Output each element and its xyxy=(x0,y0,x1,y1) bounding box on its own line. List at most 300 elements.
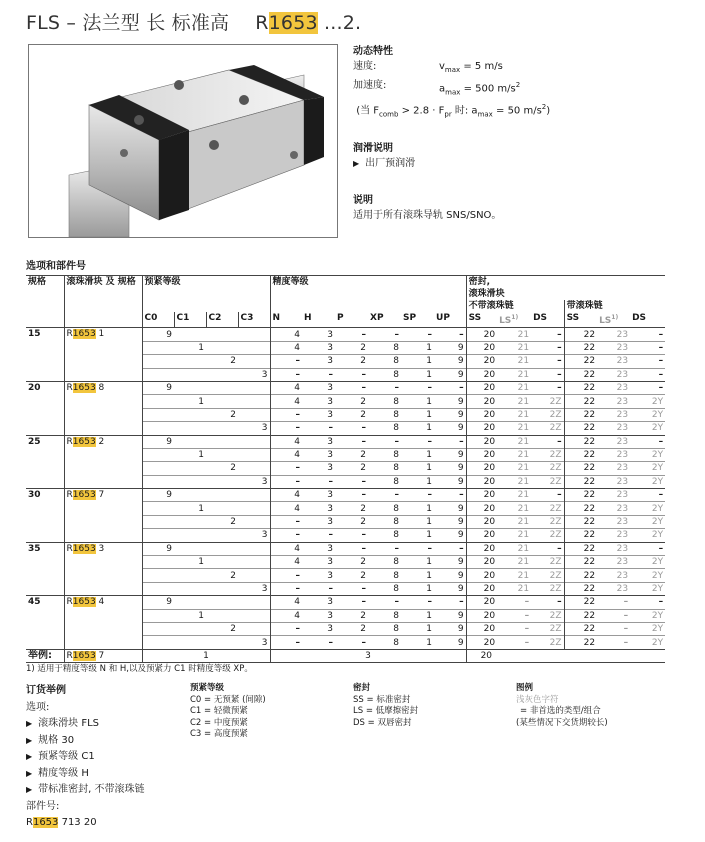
value-cell: 23 xyxy=(597,462,630,475)
value-cell: 22 xyxy=(564,515,597,528)
value-cell xyxy=(238,502,270,515)
value-cell: – xyxy=(302,422,335,435)
col-header: C0 xyxy=(142,312,174,328)
col-header: LS$^{1)}$ xyxy=(499,314,519,327)
value-cell: 2Y xyxy=(630,448,665,461)
options-table xyxy=(26,275,665,663)
value-cell: – xyxy=(335,489,368,502)
value-cell: 9 xyxy=(434,422,466,435)
value-cell xyxy=(174,569,206,582)
example-accuracy: 3 xyxy=(270,649,466,662)
example-label: 举例: xyxy=(26,649,64,662)
value-cell: – xyxy=(270,582,302,595)
value-cell: 2 xyxy=(206,515,238,528)
value-cell: 23 xyxy=(597,328,630,341)
value-cell: 22 xyxy=(564,355,597,368)
col-seal-header xyxy=(466,276,665,301)
col-preload-header: 预紧等级 xyxy=(142,276,270,301)
value-cell xyxy=(238,556,270,569)
code-suffix: 7 xyxy=(95,490,105,501)
value-cell: 3 xyxy=(302,355,335,368)
value-cell: – xyxy=(335,368,368,381)
list-item-label: 规格 30 xyxy=(38,734,75,746)
value-cell xyxy=(238,341,270,354)
code-suffix: 2 xyxy=(95,436,105,447)
value-cell: 2 xyxy=(206,569,238,582)
value-cell: 3 xyxy=(302,515,335,528)
value-cell: 9 xyxy=(434,408,466,421)
value-cell: 21 xyxy=(497,582,531,595)
value-cell: 2Y xyxy=(630,556,665,569)
value-cell: 3 xyxy=(238,636,270,649)
value-cell: 4 xyxy=(270,381,302,394)
value-cell: – xyxy=(497,636,531,649)
value-cell: – xyxy=(335,542,368,555)
value-cell: 23 xyxy=(597,502,630,515)
value-cell: 1 xyxy=(174,556,206,569)
value-cell: 2Y xyxy=(630,395,665,408)
col-size-header: 规格 xyxy=(26,276,64,301)
value-cell: – xyxy=(270,515,302,528)
value-cell: – xyxy=(434,489,466,502)
value-cell: 8 xyxy=(368,422,401,435)
speed-row: 速度: $v_{max} = 5$ m/s xyxy=(353,61,503,74)
value-cell: – xyxy=(368,596,401,609)
value-cell: 2Y xyxy=(630,475,665,488)
value-cell: 20 xyxy=(466,622,497,635)
value-cell xyxy=(238,489,270,502)
legend-line: C2 = 中度预紧 xyxy=(190,717,248,728)
value-cell: 1 xyxy=(401,475,434,488)
value-cell: – xyxy=(335,529,368,542)
table-row xyxy=(26,489,665,502)
col-header: SS xyxy=(564,312,597,328)
value-cell: 22 xyxy=(564,636,597,649)
value-cell: 9 xyxy=(434,341,466,354)
value-cell: – xyxy=(630,381,665,394)
value-cell: – xyxy=(302,636,335,649)
example-seal: 20 xyxy=(466,649,665,662)
value-cell: 2Z xyxy=(531,622,564,635)
value-cell xyxy=(142,395,174,408)
legend-seal: 密封 SS = 标准密封 LS = 低摩擦密封 DS = 双唇密封 xyxy=(353,683,419,728)
value-cell: – xyxy=(401,542,434,555)
value-cell: – xyxy=(335,582,368,595)
value-cell: 2 xyxy=(335,395,368,408)
value-cell: – xyxy=(497,609,531,622)
value-cell: 23 xyxy=(597,448,630,461)
value-cell: 1 xyxy=(401,569,434,582)
value-cell: 21 xyxy=(497,515,531,528)
value-cell xyxy=(206,609,238,622)
value-cell: 2 xyxy=(335,355,368,368)
value-cell: 4 xyxy=(270,489,302,502)
value-cell xyxy=(174,435,206,448)
value-cell: 23 xyxy=(597,556,630,569)
value-cell: – xyxy=(335,475,368,488)
value-cell xyxy=(142,515,174,528)
value-cell xyxy=(206,341,238,354)
value-cell: 3 xyxy=(302,542,335,555)
value-cell: 22 xyxy=(564,489,597,502)
value-cell xyxy=(174,542,206,555)
value-cell xyxy=(174,582,206,595)
code-prefix: R xyxy=(66,436,73,447)
value-cell: 2Z xyxy=(531,408,564,421)
value-cell: – xyxy=(335,435,368,448)
value-cell: 4 xyxy=(270,556,302,569)
list-item-label: 精度等级 H xyxy=(38,767,89,779)
value-cell: 2Z xyxy=(531,556,564,569)
value-cell: 2Z xyxy=(531,609,564,622)
value-cell: 1 xyxy=(401,368,434,381)
value-cell: 22 xyxy=(564,542,597,555)
value-cell: 23 xyxy=(597,381,630,394)
value-cell xyxy=(206,636,238,649)
block-code-cell xyxy=(64,489,142,543)
size-cell: 45 xyxy=(26,596,64,650)
value-cell: 8 xyxy=(368,636,401,649)
list-item xyxy=(26,766,145,783)
value-cell: 1 xyxy=(174,609,206,622)
legend-line: C0 = 无预紧 (间隙) xyxy=(190,694,266,705)
value-cell: 9 xyxy=(434,355,466,368)
value-cell xyxy=(142,422,174,435)
value-cell xyxy=(206,328,238,341)
col-header: DS xyxy=(533,313,548,324)
value-cell: 2Y xyxy=(630,408,665,421)
value-cell: 2Y xyxy=(630,569,665,582)
value-cell: 1 xyxy=(401,355,434,368)
lube-item: ▶ 出厂预润滑 xyxy=(353,157,416,169)
value-cell: 3 xyxy=(302,502,335,515)
value-cell: 1 xyxy=(401,408,434,421)
value-cell: – xyxy=(630,355,665,368)
value-cell: 9 xyxy=(434,556,466,569)
page-title: FLS – 法兰型 长 标准高 R1653 ...2. xyxy=(26,12,362,34)
value-cell: 8 xyxy=(368,502,401,515)
value-cell: – xyxy=(531,381,564,394)
value-cell: 21 xyxy=(497,328,531,341)
value-cell: 2Y xyxy=(630,502,665,515)
value-cell xyxy=(238,448,270,461)
triangle-bullet-icon: ▶ xyxy=(26,768,33,778)
value-cell: 20 xyxy=(466,475,497,488)
value-cell: 20 xyxy=(466,556,497,569)
legend-figure: 图例 浅灰色字符 = 非首选的类型/组合 (某些情况下交货期较长) xyxy=(516,683,608,728)
code-highlight: 1653 xyxy=(72,329,96,340)
value-cell: 2Z xyxy=(531,422,564,435)
value-cell: – xyxy=(270,408,302,421)
value-cell: 1 xyxy=(401,462,434,475)
legend-line: C3 = 高度预紧 xyxy=(190,729,248,739)
value-cell: 8 xyxy=(368,582,401,595)
blank-cell xyxy=(64,312,142,328)
blank-cell xyxy=(270,300,466,312)
value-cell: 2 xyxy=(206,408,238,421)
value-cell: 23 xyxy=(597,529,630,542)
value-cell: – xyxy=(368,381,401,394)
size-cell: 15 xyxy=(26,328,64,382)
value-cell: – xyxy=(630,368,665,381)
code-suffix: 4 xyxy=(95,597,105,608)
value-cell: 2Z xyxy=(531,529,564,542)
value-cell: 2 xyxy=(335,556,368,569)
value-cell xyxy=(174,636,206,649)
value-cell: 8 xyxy=(368,341,401,354)
value-cell: 20 xyxy=(466,355,497,368)
value-cell: – xyxy=(401,489,434,502)
value-cell: – xyxy=(597,609,630,622)
value-cell xyxy=(174,355,206,368)
value-cell xyxy=(142,475,174,488)
triangle-bullet-icon: ▶ xyxy=(26,752,33,761)
value-cell: – xyxy=(531,542,564,555)
value-cell: 22 xyxy=(564,596,597,609)
value-cell: 9 xyxy=(434,622,466,635)
value-cell: 22 xyxy=(564,556,597,569)
triangle-bullet-icon: ▶ xyxy=(26,719,33,728)
value-cell: – xyxy=(401,435,434,448)
value-cell: – xyxy=(270,422,302,435)
value-cell xyxy=(174,328,206,341)
seal-header-line2: 滚珠滑块 xyxy=(468,289,505,299)
value-cell: 1 xyxy=(401,502,434,515)
value-cell: 20 xyxy=(466,609,497,622)
value-cell: 2Y xyxy=(630,609,665,622)
value-cell: 1 xyxy=(174,448,206,461)
value-cell: 9 xyxy=(142,381,174,394)
value-cell: 22 xyxy=(564,475,597,488)
value-cell: 20 xyxy=(466,542,497,555)
value-cell: 8 xyxy=(368,355,401,368)
value-cell xyxy=(238,569,270,582)
value-cell: 23 xyxy=(597,395,630,408)
value-cell: 3 xyxy=(238,529,270,542)
value-cell: 22 xyxy=(564,622,597,635)
value-cell: – xyxy=(302,475,335,488)
value-cell: 20 xyxy=(466,422,497,435)
list-item xyxy=(26,733,145,750)
value-cell: 3 xyxy=(302,408,335,421)
value-cell: 20 xyxy=(466,489,497,502)
value-cell: 20 xyxy=(466,395,497,408)
col-block-header: 滚珠滑块 及 规格 xyxy=(64,276,142,301)
part-number: R1653 713 20 xyxy=(26,817,97,828)
value-cell: 20 xyxy=(466,582,497,595)
value-cell: 21 xyxy=(497,529,531,542)
value-cell: 9 xyxy=(142,328,174,341)
value-cell xyxy=(174,515,206,528)
col-accuracy-header: 精度等级 xyxy=(270,276,466,301)
value-cell: – xyxy=(531,341,564,354)
value-cell: 9 xyxy=(434,462,466,475)
value-cell xyxy=(142,355,174,368)
value-cell: – xyxy=(630,328,665,341)
value-cell: – xyxy=(401,328,434,341)
seal-header-line1: 密封, xyxy=(468,277,490,287)
value-cell: 8 xyxy=(368,622,401,635)
value-cell: 20 xyxy=(466,381,497,394)
value-cell: – xyxy=(302,368,335,381)
accel-row: 加速度: $a_{max} = 500$ $m/s^2$ xyxy=(353,80,521,97)
value-cell: 3 xyxy=(302,489,335,502)
note-text: 适用于所有滚珠导轨 SNS/SNO。 xyxy=(353,209,502,221)
value-cell: 22 xyxy=(564,395,597,408)
value-cell: 3 xyxy=(238,475,270,488)
value-cell: 23 xyxy=(597,542,630,555)
value-cell xyxy=(206,435,238,448)
value-cell: 1 xyxy=(401,609,434,622)
legend-line: SS = 标准密封 xyxy=(353,694,411,705)
col-header: SP xyxy=(403,313,417,324)
value-cell: 22 xyxy=(564,569,597,582)
value-cell xyxy=(238,622,270,635)
value-cell: 8 xyxy=(368,462,401,475)
table-row xyxy=(26,435,665,448)
footnote-ref: 1) xyxy=(511,314,519,322)
specs-panel xyxy=(353,44,550,237)
value-cell: – xyxy=(531,596,564,609)
value-cell xyxy=(238,542,270,555)
triangle-bullet-icon: ▶ xyxy=(26,735,33,745)
value-cell xyxy=(238,462,270,475)
example-row xyxy=(26,649,665,662)
value-cell: 20 xyxy=(466,328,497,341)
example-preload: 1 xyxy=(142,649,270,662)
value-cell xyxy=(174,381,206,394)
value-cell xyxy=(174,489,206,502)
code-suffix: 7 xyxy=(95,650,105,661)
value-cell: 22 xyxy=(564,435,597,448)
value-cell: – xyxy=(335,328,368,341)
value-cell: 2Y xyxy=(630,582,665,595)
value-cell: 2Z xyxy=(531,569,564,582)
value-cell: 3 xyxy=(302,435,335,448)
lube-title: 润滑说明 xyxy=(353,142,393,154)
value-cell: 2 xyxy=(335,622,368,635)
value-cell: 2 xyxy=(335,408,368,421)
code-prefix: R xyxy=(66,329,73,340)
col-header: C3 xyxy=(238,312,270,328)
value-cell: 9 xyxy=(434,569,466,582)
block-code-cell xyxy=(64,435,142,489)
value-cell: – xyxy=(270,569,302,582)
size-cell: 30 xyxy=(26,489,64,543)
value-cell: 22 xyxy=(564,609,597,622)
value-cell: 8 xyxy=(368,448,401,461)
value-cell: 22 xyxy=(564,422,597,435)
blank-cell xyxy=(26,300,64,312)
value-cell: 2Y xyxy=(630,636,665,649)
header-row xyxy=(26,300,665,312)
value-cell xyxy=(142,582,174,595)
value-cell: 9 xyxy=(142,435,174,448)
code-highlight: 1653 xyxy=(72,597,96,608)
value-cell xyxy=(238,328,270,341)
example-code xyxy=(64,649,142,662)
value-cell: – xyxy=(531,489,564,502)
value-cell: 3 xyxy=(302,622,335,635)
value-cell: 9 xyxy=(434,582,466,595)
value-cell xyxy=(174,462,206,475)
value-cell: – xyxy=(270,368,302,381)
value-cell: 2 xyxy=(335,609,368,622)
value-cell: 20 xyxy=(466,569,497,582)
footnote: 1) 适用于精度等级 N 和 H,以及预紧力 C1 时精度等级 XP。 xyxy=(26,664,253,674)
value-cell: – xyxy=(630,596,665,609)
value-cell: 3 xyxy=(302,462,335,475)
table-row xyxy=(26,381,665,394)
value-cell: 3 xyxy=(302,596,335,609)
value-cell: 21 xyxy=(497,556,531,569)
value-cell: 20 xyxy=(466,341,497,354)
value-cell: 4 xyxy=(270,502,302,515)
value-cell: 9 xyxy=(434,515,466,528)
value-cell: 2 xyxy=(335,502,368,515)
value-cell: 8 xyxy=(368,569,401,582)
value-cell xyxy=(174,408,206,421)
value-cell: 23 xyxy=(597,408,630,421)
value-cell: 21 xyxy=(497,381,531,394)
value-cell: 1 xyxy=(401,341,434,354)
col-header: DS xyxy=(632,313,647,324)
value-cell: 3 xyxy=(302,609,335,622)
value-cell: – xyxy=(434,542,466,555)
value-cell xyxy=(206,395,238,408)
value-cell: 2 xyxy=(206,355,238,368)
value-cell: 2 xyxy=(335,515,368,528)
value-cell: 4 xyxy=(270,542,302,555)
col-header: N xyxy=(270,312,302,328)
value-cell: – xyxy=(434,596,466,609)
options-title: 选项和部件号 xyxy=(26,261,86,272)
value-cell: 22 xyxy=(564,462,597,475)
accel-condition: (当 $F_{comb} > 2.8 \cdot F_{pr}$ 时: $a_{max} = 50$ $m/s^2$) xyxy=(356,103,551,119)
value-cell: 2Z xyxy=(531,462,564,475)
value-cell: 22 xyxy=(564,408,597,421)
value-cell: 9 xyxy=(142,489,174,502)
code-highlight: 1653 xyxy=(72,382,96,393)
value-cell: 20 xyxy=(466,435,497,448)
value-cell: 23 xyxy=(597,489,630,502)
value-cell: – xyxy=(531,368,564,381)
list-item-label: 滚珠滑块 FLS xyxy=(38,718,100,729)
value-cell: 21 xyxy=(497,542,531,555)
value-cell: 21 xyxy=(497,368,531,381)
value-cell xyxy=(238,596,270,609)
title-code: R1653 ...2. xyxy=(255,12,362,34)
value-cell xyxy=(142,529,174,542)
value-cell: 22 xyxy=(564,448,597,461)
code-suffix: 3 xyxy=(95,543,105,554)
value-cell: 9 xyxy=(434,609,466,622)
value-cell: – xyxy=(630,341,665,354)
value-cell xyxy=(206,489,238,502)
no-chain-header: 不带滚珠链 xyxy=(466,300,564,312)
value-cell xyxy=(142,609,174,622)
size-cell: 35 xyxy=(26,542,64,596)
code-suffix: 1 xyxy=(95,329,105,340)
value-cell: 20 xyxy=(466,636,497,649)
value-cell: 2Z xyxy=(531,502,564,515)
legend-line: LS = 低摩擦密封 xyxy=(353,706,419,716)
value-cell: 9 xyxy=(434,502,466,515)
value-cell: 23 xyxy=(597,368,630,381)
value-cell: 1 xyxy=(174,341,206,354)
value-cell xyxy=(174,422,206,435)
value-cell: 1 xyxy=(401,636,434,649)
